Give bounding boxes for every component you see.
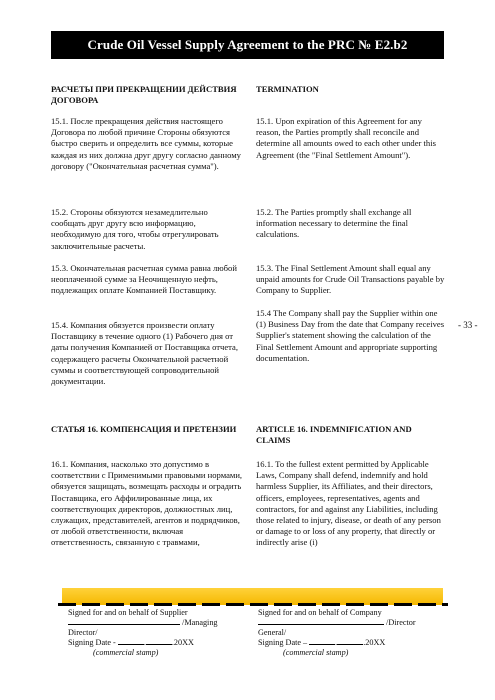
supplier-date-year: 20XX [173, 638, 194, 647]
company-date-day-field[interactable] [309, 644, 335, 645]
company-signature-line [258, 624, 384, 625]
clause-15-1-en: 15.1. Upon expiration of this Agreement for any reason, the Parties promptly shall reconcile and determine all amounts owed to each other under this Agreement (the "Final Settlement Amount"). [256, 116, 436, 160]
supplier-date-day-field[interactable] [118, 644, 144, 645]
article-16-heading-en: ARTICLE 16. INDEMNIFICATION AND CLAIMS [256, 424, 412, 446]
company-signed-label: Signed for and on behalf of Company [258, 608, 382, 617]
clause-16-1-ru: 16.1. Компания, насколько это допустимо в соответствии с Применимыми правовыми нормами, обязуется защищать, возмещать расходы и оградить Поставщика, его Аффилированные лица, их соответствующих директоров, должностных лиц, служащих, представителей, агентов и подрядчиков, от любой ответственности, включая ответственность, связанную с травмами, [51, 459, 243, 548]
signature-dash-divider [58, 603, 448, 606]
supplier-signature-line [68, 624, 180, 625]
page-number: - 33 - [458, 320, 478, 330]
company-date-sep-2: . [363, 638, 366, 647]
clause-15-2-en: 15.2. The Parties promptly shall exchange all information necessary to determine the final calculations. [256, 207, 412, 240]
supplier-date-sep-2: . [171, 638, 174, 647]
clause-15-4-en: 15.4 The Company shall pay the Supplier within one (1) Business Day from the date that Company receives Supplier's statement showing the calculation of the Final Settlement Amount and appropriate supporting documentation. [256, 308, 445, 363]
supplier-date-label: Signing Date - [68, 638, 116, 647]
clause-15-1-ru: 15.1. После прекращения действия настоящего Договора по любой причине Стороны обязуются быстро сверить и определить все суммы, которые каждая из них должна друг другу согласно данному договору ("Окончательная расчетная сумма"). [51, 116, 241, 171]
company-date-label: Signing Date – [258, 638, 308, 647]
supplier-signature-block [68, 608, 253, 658]
termination-heading-en: TERMINATION [256, 84, 319, 94]
clause-16-1-en: 16.1. To the fullest extent permitted by Applicable Laws, Company shall defend, indemnify and hold harmless Supplier, its Affiliates, and their directors, officers, employees, representatives, agents and contractors, for and against any Liabilities, including those related to injury, disease, or death of any person or damage to or loss of any property, that directly or indirectly arise (i) [256, 459, 441, 548]
company-role-b: General/ [258, 628, 287, 637]
company-date-month-field[interactable] [337, 644, 363, 645]
company-stamp-label: (commercial stamp) [283, 648, 349, 657]
company-signature-block [258, 608, 443, 658]
clause-15-2-ru: 15.2. Стороны обязуются незамедлительно сообщать друг другу всю информацию, необходимую для того, чтобы отрегулировать заключительные расчеты. [51, 207, 219, 251]
supplier-date-month-field[interactable] [146, 644, 172, 645]
company-date-sep: . [335, 638, 338, 647]
clause-15-3-ru: 15.3. Окончательная расчетная сумма равна любой неоплаченной сумме за Неочищенную нефть, подлежащих оплате Компанией Поставщику. [51, 263, 237, 296]
document-title-banner [51, 31, 444, 59]
supplier-role-b: Director/ [68, 628, 98, 637]
company-role-a: /Director [386, 618, 416, 627]
termination-heading-ru: РАСЧЕТЫ ПРИ ПРЕКРАЩЕНИИ ДЕЙСТВИЯ ДОГОВОРА [51, 84, 237, 106]
supplier-role-a: /Managing [182, 618, 218, 627]
supplier-signed-label: Signed for and on behalf of Supplier [68, 608, 188, 617]
article-16-heading-ru: СТАТЬЯ 16. КОМПЕНСАЦИЯ И ПРЕТЕНЗИИ [51, 424, 237, 434]
company-date-year: 20XX [365, 638, 386, 647]
supplier-date-sep: . [143, 638, 146, 647]
clause-15-4-ru: 15.4. Компания обязуется произвести оплату Поставщику в течение одного (1) Рабочего дня от даты получения Компанией от Поставщика отчета, содержащего расчеты Окончательной расчетной суммы и соответствующей сопроводительной документации. [51, 320, 238, 387]
clause-15-3-en: 15.3. The Final Settlement Amount shall equal any unpaid amounts for Crude Oil Transactions payable by Company to Supplier. [256, 263, 445, 296]
supplier-stamp-label: (commercial stamp) [93, 648, 159, 657]
document-title: Crude Oil Vessel Supply Agreement to the PRC № E2.b2 [87, 37, 408, 52]
